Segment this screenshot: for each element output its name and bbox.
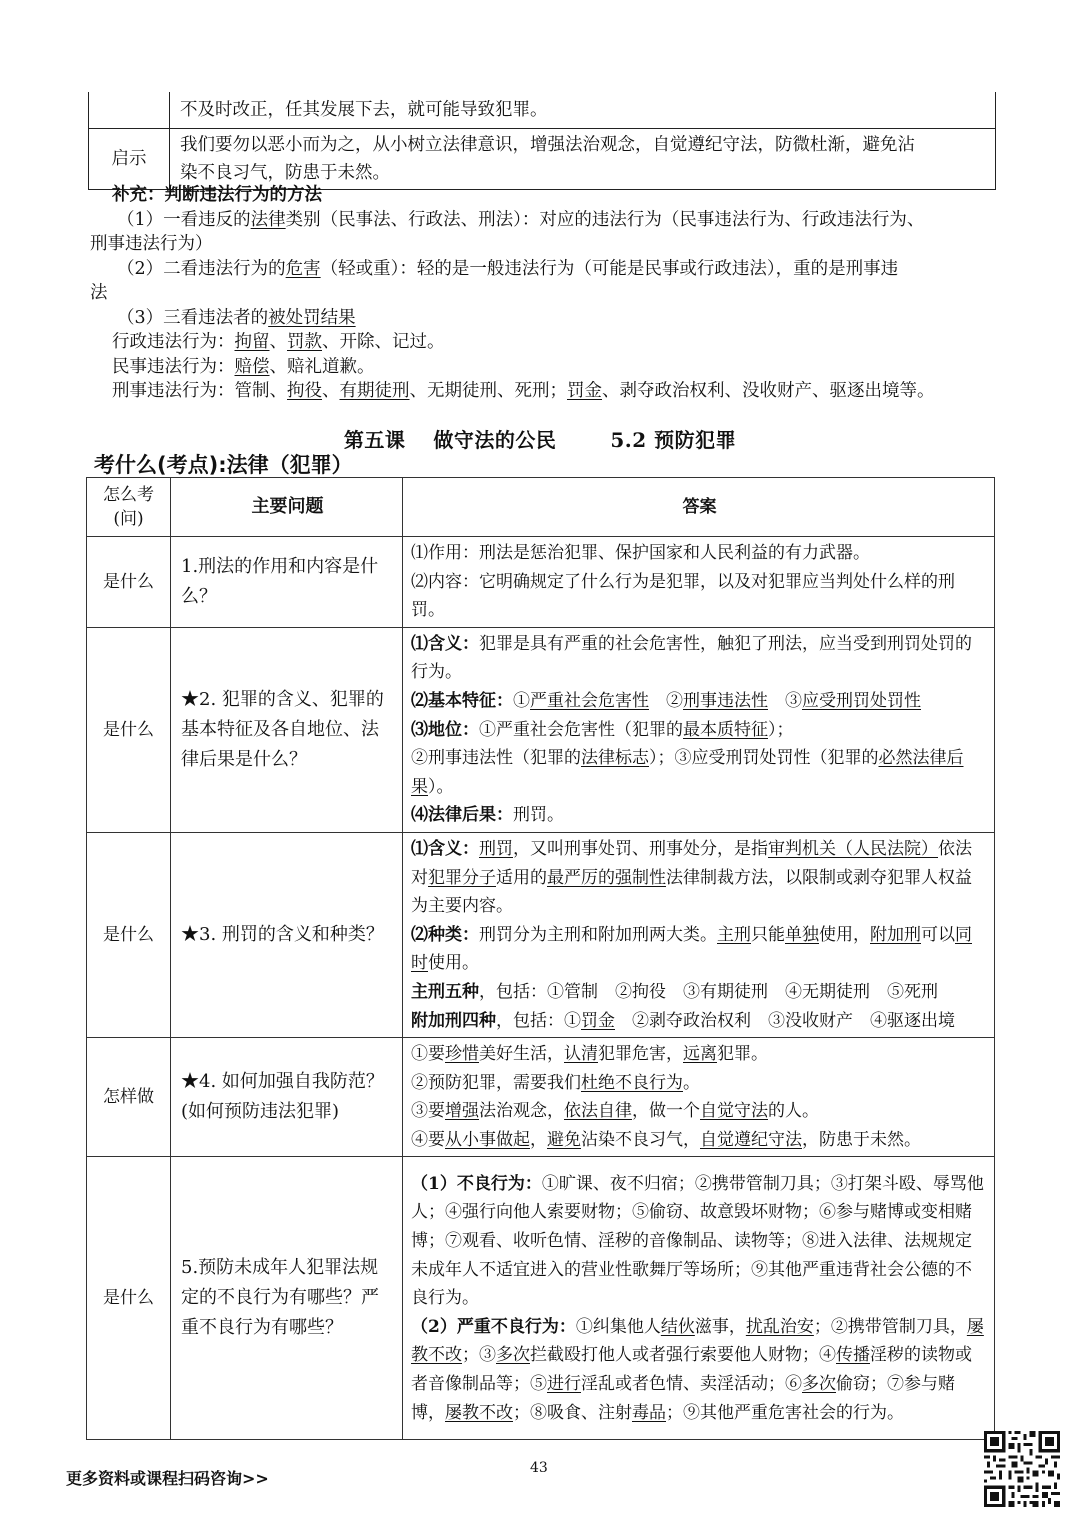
text: 行政违法行为： <box>112 332 235 352</box>
text: ①旷课、夜不归宿；②携带管制刀具；③打架斗殴、辱骂他人；④强行向他人索要财物；⑤偷窃、故意毁坏财物；⑥参与赌博或变相赌博；⑦观看、收听色情、淫秽的音像制品、读物等；⑧进入法律、法规规定未成年人不适宜进入的营业性歌舞厅等场所；⑨其他严重违背社会公德的不良行为。 <box>411 1173 984 1309</box>
bold-label: ⑵种类： <box>411 924 479 945</box>
text: 法律制裁方法，以限制或剥夺犯罪人权益为主要内容。 <box>411 867 972 917</box>
underlined-term: 传播 <box>836 1345 870 1366</box>
table-row <box>89 129 996 190</box>
row-answer <box>403 1038 995 1157</box>
row-label: 启示 <box>89 129 170 190</box>
underlined-term: 主刑 <box>717 924 751 945</box>
underlined-term: 认清 <box>564 1044 598 1065</box>
underlined-term: 屡教不改 <box>411 1316 984 1366</box>
row-type: 是什么 <box>87 537 171 628</box>
underlined-term: 刑罚 <box>479 838 513 859</box>
header-how <box>87 478 171 537</box>
text: 、开除、记过。 <box>322 332 445 352</box>
answer-line <box>411 630 988 687</box>
underlined-term: 屡教不改 <box>445 1402 513 1423</box>
row-type: 是什么 <box>87 1157 171 1440</box>
answer-line: ⑵内容：它明确规定了什么行为是犯罪，以及对犯罪应当判处什么样的刑罚。 <box>411 571 955 621</box>
text: 刑罚。 <box>513 805 564 826</box>
bold-label: 附加刑四种 <box>411 1010 496 1031</box>
table-row <box>87 627 995 832</box>
table-header-row <box>87 478 995 537</box>
underlined-term: 应受刑罚处罚性 <box>802 690 921 711</box>
text: （3）三看违法者的 <box>117 307 269 328</box>
text: 的人。 <box>768 1101 819 1122</box>
empty-label-cell <box>89 92 170 129</box>
underlined-term: 多次 <box>496 1345 530 1366</box>
underlined-term: 单独 <box>785 924 819 945</box>
answer-line <box>411 744 988 801</box>
underlined-term: 最严厉的强制性 <box>547 867 666 888</box>
text: ；⑨其他严重危害社会的行为。 <box>666 1402 904 1423</box>
criminal-violation <box>90 379 995 404</box>
answer-line <box>411 1069 988 1098</box>
row-answer <box>403 537 995 628</box>
civil-violation <box>90 355 995 380</box>
underlined-term: 拘留 <box>234 332 270 352</box>
underlined-term: 扰乱治安 <box>745 1316 814 1337</box>
underlined-term: 赔偿 <box>234 356 270 377</box>
row-type: 是什么 <box>87 832 171 1037</box>
answer-paragraph <box>411 1170 988 1313</box>
answer-line <box>411 1126 988 1155</box>
text: ，又叫刑事处罚、刑事处分，是指 <box>513 838 768 859</box>
underlined-term: 自觉遵纪守法 <box>700 1129 802 1150</box>
text: 淫秽的读物或者音像制品等；⑤ <box>411 1345 972 1394</box>
exam-point-title: 考什么(考点):法律（犯罪） <box>94 453 353 477</box>
text: ，防患于未然。 <box>802 1129 921 1150</box>
text: ②刑事违法性（犯罪的 <box>411 748 581 769</box>
underlined-term: 最本质特征 <box>683 719 768 740</box>
header-text: (问) <box>113 509 144 529</box>
answer-paragraph <box>411 1313 988 1427</box>
text: ；②携带管制刀具， <box>813 1316 967 1337</box>
header-text: 怎么考 <box>103 485 154 505</box>
method-3 <box>90 306 995 331</box>
underlined-term: 结伙 <box>660 1316 695 1337</box>
underlined-term: 珍惜 <box>445 1044 479 1065</box>
text: 偷窃；⑦参与赌博， <box>411 1373 955 1423</box>
bold-label: ⑷法律后果： <box>411 805 513 826</box>
text: ② <box>649 690 683 711</box>
text: 只能 <box>751 924 785 945</box>
bold-label: ⑴含义： <box>411 633 479 654</box>
text: ，包括：① <box>496 1010 581 1031</box>
bold-label: ⑵基本特征： <box>411 690 513 711</box>
row-question: ★2. 犯罪的含义、犯罪的基本特征及各自地位、法律后果是什么？ <box>171 627 403 832</box>
text: 、赔礼道歉。 <box>269 356 375 377</box>
text: 犯罪是具有严重的社会危害性，触犯了刑法，应当受到刑罚处罚的行为。 <box>411 633 972 683</box>
underlined-term: 必然法律后果 <box>411 748 964 797</box>
underlined-term: 杜绝不良行为 <box>581 1072 683 1093</box>
method-1-cont: 刑事违法行为） <box>90 234 213 254</box>
text: ③ <box>768 690 802 711</box>
text: 使用， <box>819 924 870 945</box>
text: 民事违法行为： <box>112 356 235 377</box>
method-2 <box>90 257 995 282</box>
text: ④要 <box>411 1129 445 1150</box>
text: 适用的 <box>496 867 547 888</box>
table-row <box>87 537 995 628</box>
underlined-term: 审判机关（人民法院） <box>768 838 938 859</box>
row-question: 5.预防未成年人犯罪法规定的不良行为有哪些？严重不良行为有哪些？ <box>171 1157 403 1440</box>
text: 法治观念， <box>479 1101 564 1122</box>
text: 淫乱或者色情、卖淫活动；⑥ <box>581 1373 802 1394</box>
text-line: 染不良习气，防患于未然。 <box>180 163 390 183</box>
table-cell: 不及时改正，任其发展下去，就可能导致犯罪。 <box>170 92 996 129</box>
answer-line <box>411 1040 988 1069</box>
text: 、 <box>322 381 340 401</box>
underlined-term: 危害 <box>285 258 321 279</box>
answer-line <box>411 687 988 716</box>
section-name: 5.2 预防犯罪 <box>610 428 737 452</box>
underlined-term: 远离 <box>683 1044 717 1065</box>
lesson-number: 第五课 <box>343 428 406 452</box>
text: 使用。 <box>428 953 479 974</box>
top-table <box>88 92 996 190</box>
text-line: 我们要勿以恶小而为之，从小树立法律意识，增强法治观念，自觉遵纪守法，防微杜渐，避免沾 <box>180 135 915 155</box>
underlined-term: 附加刑 <box>870 924 921 945</box>
text: ）；③应受刑罚处罚性（犯罪的 <box>649 748 879 769</box>
bold-label: （2）严重不良行为： <box>411 1316 576 1337</box>
text: 依法对 <box>411 838 972 888</box>
answer-line <box>411 716 988 745</box>
underlined-term: 依法自律 <box>564 1101 632 1122</box>
underlined-term: 从小事做起 <box>445 1129 530 1150</box>
answer-line <box>411 921 988 978</box>
row-answer <box>403 1157 995 1440</box>
text: ）； <box>768 719 794 740</box>
underlined-term: 毒品 <box>632 1402 666 1423</box>
answer-line: ⑴作用：刑法是惩治犯罪、保护国家和人民利益的有力武器。 <box>411 543 870 563</box>
text: 。 <box>683 1072 700 1093</box>
text: ②剥夺政治权利 ③没收财产 ④驱逐出境 <box>615 1010 955 1031</box>
qr-code-icon[interactable] <box>984 1431 1060 1507</box>
underlined-term: 罚金 <box>567 381 602 401</box>
answer-line <box>411 1007 988 1036</box>
method-2-cont: 法 <box>90 283 108 303</box>
underlined-term: 进行 <box>547 1373 581 1394</box>
text: 、无期徒刑、死刑； <box>409 381 567 401</box>
text: （轻或重）：轻的是一般违法行为（可能是民事或行政违法），重的是刑事违 <box>320 258 899 279</box>
answer-line <box>411 801 988 830</box>
lesson-name: 做守法的公民 <box>433 428 557 452</box>
underlined-term: 增强 <box>445 1101 479 1122</box>
table-row <box>87 1157 995 1440</box>
bold-label: ⑴含义： <box>411 838 479 859</box>
text: ， <box>530 1129 547 1150</box>
text: ；⑧吸食、注射 <box>513 1402 632 1423</box>
text: ①严重社会危害性（犯罪的 <box>479 719 683 740</box>
underlined-term: 法律 <box>250 209 286 230</box>
page-number: 43 <box>530 1460 548 1476</box>
row-answer <box>403 627 995 832</box>
text: 刑罚分为主刑和附加刑两大类。 <box>479 924 717 945</box>
method-1 <box>90 208 995 233</box>
underlined-term: 被处罚结果 <box>268 307 356 328</box>
main-table <box>86 477 995 1440</box>
answer-line <box>411 978 988 1007</box>
table-row <box>89 92 996 129</box>
text: ）。 <box>428 776 454 797</box>
text: ，包括：①管制 ②拘役 ③有期徒刑 ④无期徒刑 ⑤死刑 <box>479 981 938 1002</box>
text: 可以 <box>921 924 955 945</box>
table-row <box>87 832 995 1037</box>
bold-label: （1）不良行为： <box>411 1173 542 1194</box>
admin-violation <box>90 330 995 355</box>
text: 沾染不良习气， <box>581 1129 700 1150</box>
text: 美好生活， <box>479 1044 564 1065</box>
underlined-term: 严重社会危害性 <box>530 690 649 711</box>
table-cell <box>170 129 996 190</box>
text: （2）二看违法行为的 <box>117 258 286 279</box>
underlined-term: 有期徒刑 <box>339 381 410 401</box>
underlined-term: 同时 <box>411 924 972 974</box>
text: 类别（民事法、行政法、刑法）：对应的违法行为（民事违法行为、行政违法行为、 <box>285 209 925 230</box>
bold-label: 主刑五种 <box>411 981 479 1002</box>
text: ③要 <box>411 1101 445 1122</box>
text: ，做一个 <box>632 1101 700 1122</box>
text: ；③ <box>462 1345 496 1366</box>
text: （1）一看违反的 <box>117 209 251 230</box>
text: ① <box>513 690 530 711</box>
text: 犯罪。 <box>717 1044 768 1065</box>
row-question: ★4. 如何加强自我防范？(如何预防违法犯罪) <box>171 1038 403 1157</box>
underlined-term: 避免 <box>547 1129 581 1150</box>
underlined-term: 犯罪分子 <box>428 867 496 888</box>
footer-promo-text[interactable]: 更多资料或课程扫码咨询>> <box>66 1469 269 1488</box>
row-type: 是什么 <box>87 627 171 832</box>
header-question: 主要问题 <box>171 478 403 537</box>
bold-label: ⑶地位： <box>411 719 479 740</box>
text: ①纠集他人 <box>575 1316 661 1337</box>
underlined-term: 罚款 <box>287 332 322 352</box>
supplement-section <box>90 183 995 404</box>
underlined-term: 罚金 <box>581 1010 615 1031</box>
text: 、 <box>269 332 287 352</box>
answer-line <box>411 835 988 921</box>
table-row <box>87 1038 995 1157</box>
text: 滋事， <box>694 1316 746 1337</box>
underlined-term: 自觉守法 <box>700 1101 768 1122</box>
text: 、剥夺政治权利、没收财产、驱逐出境等。 <box>602 381 935 401</box>
text: ②预防犯罪，需要我们 <box>411 1072 581 1093</box>
row-question: ★3. 刑罚的含义和种类？ <box>171 832 403 1037</box>
text: 拦截殴打他人或者强行索要他人财物；④ <box>530 1345 836 1366</box>
underlined-term: 拘役 <box>287 381 322 401</box>
underlined-term: 刑事违法性 <box>683 690 768 711</box>
text: ①要 <box>411 1044 445 1065</box>
underlined-term: 法律标志 <box>581 748 649 769</box>
answer-line <box>411 1097 988 1126</box>
header-answer: 答案 <box>403 478 995 537</box>
text: 刑事违法行为：管制、 <box>112 381 287 401</box>
row-question: 1.刑法的作用和内容是什么？ <box>171 537 403 628</box>
row-answer <box>403 832 995 1037</box>
row-type: 怎样做 <box>87 1038 171 1157</box>
text: 犯罪危害， <box>598 1044 683 1065</box>
supplement-title: 补充：判断违法行为的方法 <box>112 185 322 205</box>
underlined-term: 多次 <box>802 1373 836 1394</box>
